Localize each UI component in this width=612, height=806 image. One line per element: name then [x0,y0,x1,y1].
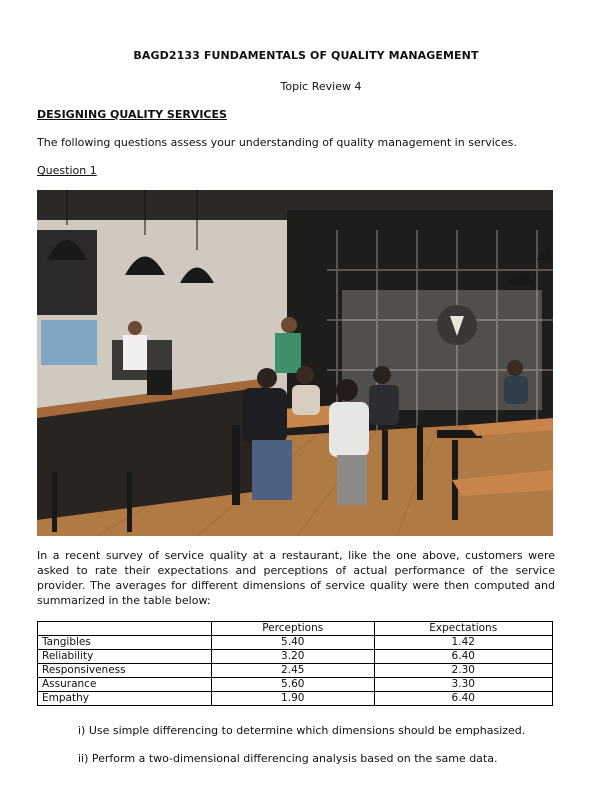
restaurant-photo [37,190,553,536]
perceptions-cell: 5.40 [212,636,375,650]
header-perceptions: Perceptions [212,622,375,636]
service-quality-table [37,621,553,706]
section-heading: DESIGNING QUALITY SERVICES [37,108,227,121]
perceptions-cell: 3.20 [212,650,375,664]
dimension-cell: Assurance [38,678,212,692]
dimension-cell: Tangibles [38,636,212,650]
table-header-row [38,622,553,636]
intro-text: The following questions assess your understanding of quality management in services. [37,136,517,149]
header-expectations: Expectations [374,622,553,636]
expectations-cell: 2.30 [374,664,553,678]
expectations-cell: 3.30 [374,678,553,692]
task-one: i) Use simple differencing to determine which dimensions should be emphasized. [78,724,526,737]
scenario-text: In a recent survey of service quality at a restaurant, like the one above, customers were asked to rate their expectations and perceptions of actual performance of the service provider. The averages for different dimensions of service quality were then computed and summarized in the table below: [37,549,555,607]
dimension-cell: Responsiveness [38,664,212,678]
perceptions-cell: 2.45 [212,664,375,678]
table-row [38,636,553,650]
perceptions-cell: 1.90 [212,692,375,706]
dimension-cell: Reliability [38,650,212,664]
question-label: Question 1 [37,164,97,177]
restaurant-illustration [37,190,553,536]
header-dimension [38,622,212,636]
table-row [38,678,553,692]
course-title: BAGD2133 FUNDAMENTALS OF QUALITY MANAGEMENT [133,49,479,62]
table-row [38,692,553,706]
dimension-cell: Empathy [38,692,212,706]
perceptions-cell: 5.60 [212,678,375,692]
table-row [38,650,553,664]
topic-title: Topic Review 4 [280,80,362,93]
expectations-cell: 1.42 [374,636,553,650]
table-row [38,664,553,678]
expectations-cell: 6.40 [374,650,553,664]
expectations-cell: 6.40 [374,692,553,706]
task-two: ii) Perform a two-dimensional differencing analysis based on the same data. [78,752,498,765]
